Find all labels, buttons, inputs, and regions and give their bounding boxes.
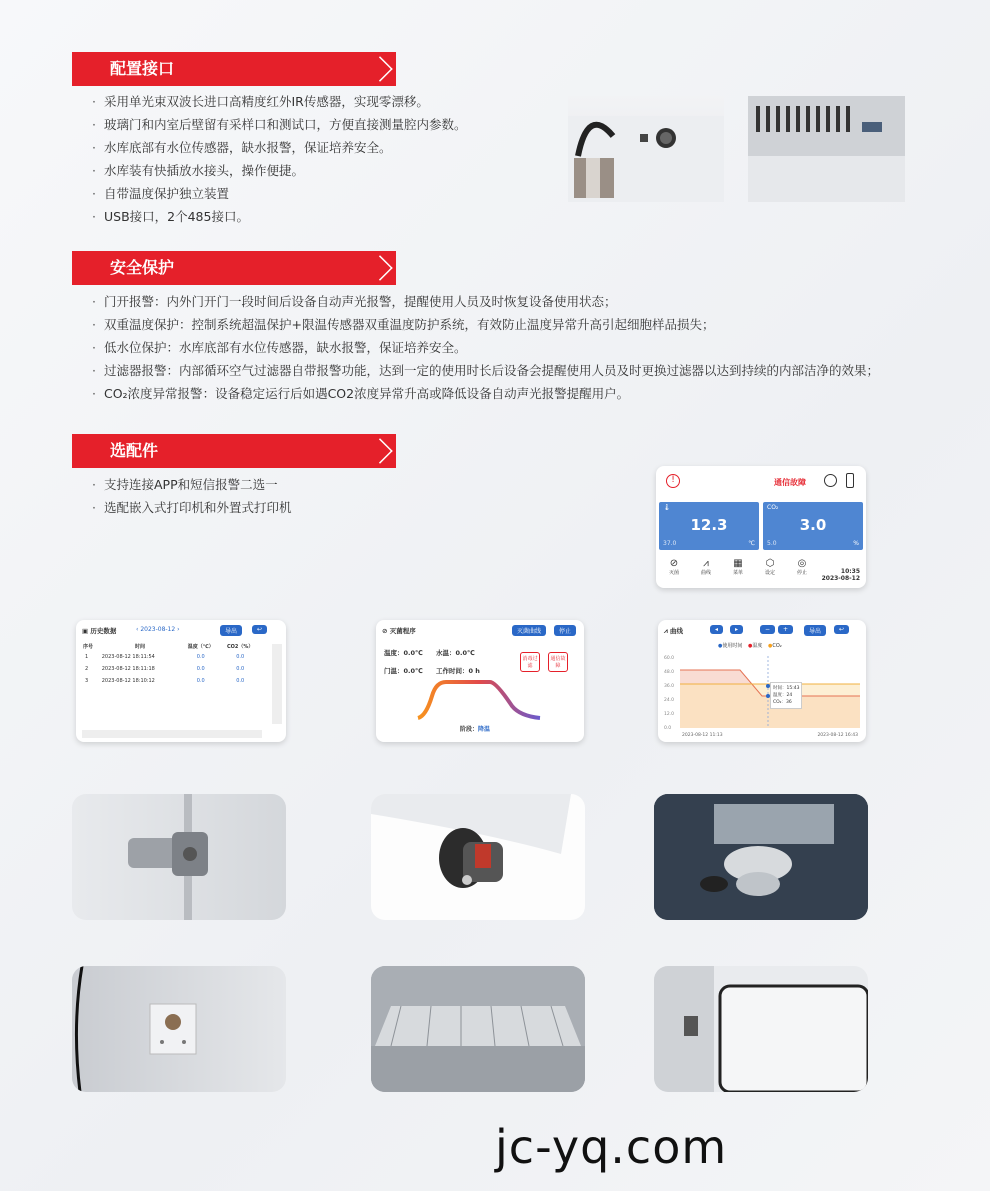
table-row[interactable] [82, 675, 260, 687]
clock-date: 2023-08-12 [821, 575, 860, 582]
status-text: 通信故障 [774, 478, 806, 487]
comm-alarm-tag: 通信故障 [548, 652, 568, 672]
list-item: · 支持连接APP和短信报警二选一 [92, 473, 292, 496]
back-button[interactable]: ↩ [834, 625, 849, 634]
chevron-right-icon [367, 255, 392, 280]
history-title-wrap [82, 626, 116, 635]
legend-dot: ● [747, 643, 753, 649]
temp-set: 37.0 [663, 540, 677, 547]
export-button[interactable]: 导出 [804, 625, 826, 636]
curve-title-wrap [664, 626, 683, 636]
list-item: · 双重温度保护：控制系统超温保护+限温传感器双重温度防护系统，有效防止温度异常升高引起细胞样品损失； [92, 313, 879, 336]
list-item: · 采用单光束双波长进口高精度红外IR传感器，实现零漂移。 [92, 90, 467, 113]
list-item: · 自带温度保护独立装置 [92, 182, 467, 205]
table-header [82, 642, 260, 651]
table-cell: 2023-08-12 18:10:12 [101, 678, 155, 684]
section-header-accessories [72, 434, 396, 468]
section-header-config [72, 52, 396, 86]
column-header: 时间 [134, 644, 145, 650]
chevron-right-icon [367, 56, 392, 81]
history-table [82, 642, 260, 687]
table-cell: 3 [85, 678, 89, 684]
caster-wheel-photo [371, 794, 585, 920]
sterilize-button[interactable] [662, 558, 686, 576]
fan-assembly-art [654, 794, 868, 920]
temp-unit: ℃ [748, 540, 755, 547]
co2-value: 3.0 [799, 516, 827, 534]
y-tick: 0.0 [664, 726, 672, 731]
accessories-list [92, 473, 292, 519]
zoom-in-icon[interactable]: + [778, 625, 793, 634]
settings-button[interactable] [758, 558, 782, 576]
curve-tooltip [770, 682, 802, 709]
door-readout: 门温：0.0℃ [384, 667, 423, 675]
curve-button[interactable] [694, 558, 718, 576]
section-title: 配置接口 [110, 59, 175, 78]
vertical-scrollbar[interactable] [272, 644, 282, 724]
temp-readout: 温度：0.0℃ [384, 649, 423, 657]
back-button[interactable]: ↩ [252, 625, 267, 634]
list-item: · CO₂浓度异常报警：设备稳定运行后如遇CO2浓度异常升高或降低设备自动声光报警提醒用户。 [92, 382, 879, 405]
history-screen [76, 620, 286, 742]
table-cell: 2023-08-12 18:11:18 [101, 666, 155, 672]
stage-readout [460, 724, 490, 733]
co2-unit: % [853, 540, 859, 547]
legend-item: CO₂ [772, 643, 782, 649]
clock [822, 568, 860, 582]
table-cell: 0.0 [196, 678, 205, 684]
table-cell: 2023-08-12 18:11:54 [101, 654, 155, 660]
date-picker[interactable] [136, 626, 180, 633]
curve-screen [658, 620, 866, 742]
grid-icon: ▦ [733, 558, 743, 569]
column-header: 序号 [83, 644, 94, 650]
fan-icon [824, 474, 837, 487]
list-item: · 水库底部有水位传感器，缺水报警，保证培养安全。 [92, 136, 467, 159]
port-photo-art [568, 96, 724, 202]
section-title: 安全保护 [110, 258, 175, 277]
button-label: 停止 [796, 570, 807, 576]
shelf-interior-art [371, 966, 585, 1092]
button-label: 灭菌 [668, 570, 679, 576]
port-plate-photo [72, 966, 286, 1092]
stop-button[interactable] [790, 558, 814, 576]
main-control-screen [656, 466, 866, 588]
table-cell: 1 [85, 654, 89, 660]
table-cell: 0.0 [236, 666, 245, 672]
chart-icon: ⩘ [664, 627, 670, 635]
config-list [92, 90, 467, 228]
legend-dot: ● [718, 643, 723, 649]
fan-assembly-photo [654, 794, 868, 920]
stage-label: 阶段： [460, 726, 479, 733]
x-start-label: 2023-08-12 11:13 [682, 733, 723, 738]
section-title: 选配件 [110, 441, 159, 460]
caster-wheel-art [371, 794, 585, 920]
co2-panel[interactable] [763, 502, 863, 550]
button-label: 菜单 [732, 570, 743, 576]
chevron-right-icon [367, 438, 392, 463]
menu-button[interactable] [726, 558, 750, 576]
table-cell: 0.0 [196, 666, 205, 672]
list-item: · 水库装有快插放水接头，操作便捷。 [92, 159, 467, 182]
column-header: CO2（%） [226, 644, 254, 650]
steril-title: 灭菌程序 [389, 627, 416, 635]
co2-set: 5.0 [767, 540, 777, 547]
door-seal-photo [654, 966, 868, 1092]
vent-photo [748, 96, 905, 202]
list-item: · 低水位保护：水库底部有水位传感器，缺水报警，保证培养安全。 [92, 336, 879, 359]
x-end-label: 2023-08-12 16:43 [817, 733, 858, 738]
button-label: 设定 [764, 570, 775, 576]
table-cell: 0.0 [236, 654, 245, 660]
list-item: · 玻璃门和内室后壁留有采样口和测试口，方便直接测量腔内参数。 [92, 113, 467, 136]
shelf-interior-photo [371, 966, 585, 1092]
safety-list [92, 290, 879, 405]
table-row[interactable] [82, 651, 260, 663]
legend-item: 温度 [752, 643, 763, 649]
zoom-out-icon[interactable]: − [760, 625, 775, 634]
list-item: · 门开报警：内外门开门一段时间后设备自动声光报警，提醒使用人员及时恢复设备使用状态； [92, 290, 879, 313]
prohibit-icon: ⊘ [669, 558, 679, 569]
table-cell: 0.0 [236, 678, 245, 684]
curve-title: 曲线 [669, 627, 683, 635]
export-button[interactable]: 导出 [220, 625, 242, 636]
history-title: 历史数据 [90, 627, 117, 635]
chevron-right-icon[interactable]: › [177, 626, 180, 633]
y-tick: 12.0 [664, 712, 675, 717]
port-photo [568, 96, 724, 202]
history-icon: ▣ [82, 627, 91, 635]
curve-legend [718, 642, 782, 649]
tooltip-line: CO₂：36 [773, 700, 792, 705]
temp-panel[interactable] [659, 502, 759, 550]
vent-photo-art [748, 96, 905, 202]
table-row[interactable] [82, 663, 260, 675]
worktime-readout: 工作时间：0 h [436, 667, 480, 675]
door-latch-art [72, 794, 286, 920]
stop-button[interactable]: 停止 [554, 625, 576, 636]
door-seal-art [654, 966, 868, 1092]
steril-curve [416, 676, 546, 722]
steril-title-wrap [382, 626, 416, 635]
chevron-left-icon[interactable]: ‹ [136, 626, 141, 633]
list-item: · USB接口，2个485接口。 [92, 205, 467, 228]
history-date: 2023-08-12 [140, 626, 176, 633]
button-label: 曲线 [700, 570, 711, 576]
alert-icon: ! [666, 474, 680, 488]
port-plate-art [72, 966, 286, 1092]
y-tick: 24.0 [664, 698, 675, 703]
y-tick: 60.0 [664, 656, 675, 661]
temp-value: 12.3 [690, 516, 728, 534]
site-url: jc-yq.com [495, 1120, 728, 1174]
tooltip-line: 时间：15:43 [773, 686, 800, 691]
battery-icon [846, 473, 854, 488]
legend-dot: ● [767, 643, 773, 649]
stage-value: 降温 [478, 726, 491, 733]
list-item: · 选配嵌入式打印机和外置式打印机 [92, 496, 292, 519]
list-item: · 过滤器报警：内部循环空气过滤器自带报警功能，达到一定的使用时长后设备会提醒使用人员及时更换过滤器以达到持续的内部洁净的效果； [92, 359, 879, 382]
sterilization-screen [376, 620, 584, 742]
temp-icon: 🌡 [663, 504, 671, 511]
stop-icon: ◎ [797, 558, 807, 569]
chart-icon: ⩘ [703, 558, 709, 569]
gear-icon: ⬡ [765, 558, 775, 569]
co2-label: CO₂ [767, 504, 779, 511]
y-tick: 36.0 [664, 684, 675, 689]
table-cell: 0.0 [196, 654, 205, 660]
y-axis [664, 652, 674, 736]
legend-item: 使用时间 [722, 643, 743, 649]
horizontal-scrollbar[interactable] [82, 730, 262, 738]
door-latch-photo [72, 794, 286, 920]
clock-time: 10:35 [840, 568, 860, 575]
column-header: 温度（℃） [187, 644, 214, 650]
y-tick: 48.0 [664, 670, 675, 675]
next-button[interactable]: ▸ [730, 625, 743, 634]
curve-record-button[interactable]: 灭菌曲线 [512, 625, 546, 636]
filter-alarm-tag: 消毒过滤 [520, 652, 540, 672]
tooltip-line: 温度：24 [773, 693, 793, 698]
section-header-safety [72, 251, 396, 285]
prohibit-icon: ⊘ [382, 627, 390, 635]
water-readout: 水温：0.0℃ [436, 649, 475, 657]
table-cell: 2 [85, 666, 89, 672]
prev-button[interactable]: ◂ [710, 625, 723, 634]
